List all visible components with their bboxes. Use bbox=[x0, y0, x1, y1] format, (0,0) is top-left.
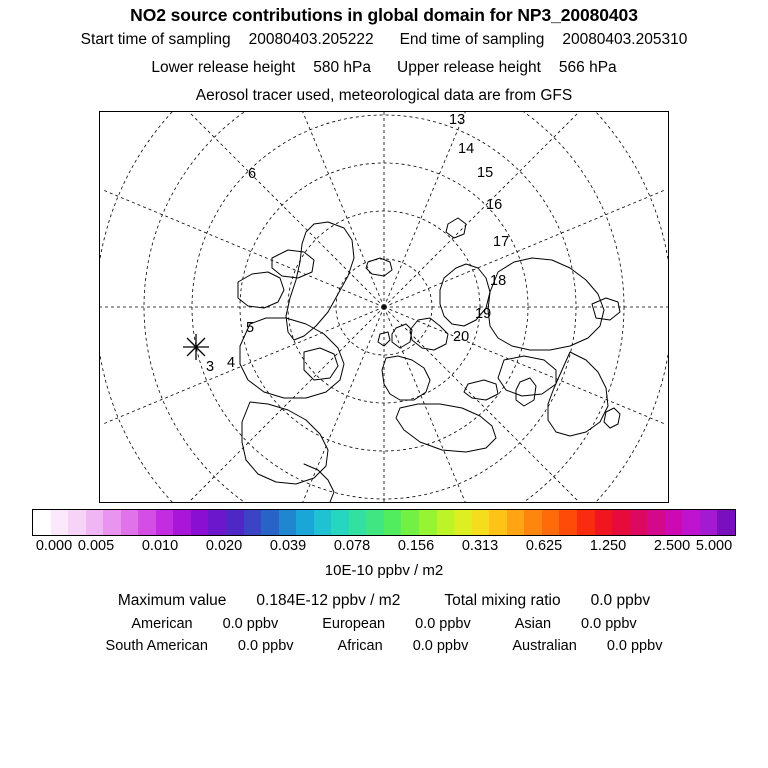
coastlines bbox=[238, 218, 620, 502]
trajectory-label: 6 bbox=[248, 166, 257, 182]
trajectory-label: 15 bbox=[477, 165, 494, 181]
colorbar-swatch bbox=[86, 510, 104, 535]
page-title: NO2 source contributions in global domain for NP3_20080403 bbox=[130, 5, 638, 25]
trajectory-label: 5 bbox=[246, 320, 255, 336]
colorbar-swatch bbox=[682, 510, 700, 535]
region-value-asian: 0.0 ppbv bbox=[581, 616, 637, 632]
colorbar-tick: 0.313 bbox=[461, 538, 499, 554]
colorbar-swatch bbox=[208, 510, 226, 535]
colorbar-swatch bbox=[138, 510, 156, 535]
max-value-value: 0.184E-12 ppbv / m2 bbox=[256, 592, 401, 609]
colorbar[interactable] bbox=[32, 509, 736, 536]
colorbar-swatch bbox=[33, 510, 51, 535]
colorbar-tick: 0.010 bbox=[141, 538, 179, 554]
region-value-south-american: 0.0 ppbv bbox=[237, 638, 294, 654]
total-mixing-ratio-label: Total mixing ratio bbox=[444, 592, 561, 609]
colorbar-tick: 0.039 bbox=[269, 538, 307, 554]
sampling-time-row bbox=[0, 31, 768, 49]
colorbar-swatch bbox=[244, 510, 262, 535]
colorbar-swatch bbox=[331, 510, 349, 535]
tracer-note-row bbox=[0, 87, 768, 105]
region-label-american: American bbox=[131, 616, 193, 632]
lower-release-value: 580 hPa bbox=[313, 59, 371, 76]
colorbar-swatch bbox=[279, 510, 297, 535]
region-value-european: 0.0 ppbv bbox=[415, 616, 471, 632]
colorbar-swatch bbox=[665, 510, 683, 535]
end-time-label: End time of sampling bbox=[399, 31, 545, 48]
lower-release-label: Lower release height bbox=[151, 59, 296, 76]
upper-release-label: Upper release height bbox=[397, 59, 541, 76]
colorbar-swatch bbox=[559, 510, 577, 535]
colorbar-swatch bbox=[419, 510, 437, 535]
region-label-south-american: South American bbox=[105, 638, 208, 654]
colorbar-swatch bbox=[507, 510, 525, 535]
stats-row-max bbox=[0, 592, 768, 610]
region-label-european: European bbox=[322, 616, 386, 632]
colorbar-unit-label: 10E-10 ppbv / m2 bbox=[324, 562, 444, 579]
colorbar-swatch bbox=[454, 510, 472, 535]
colorbar-swatch bbox=[51, 510, 69, 535]
colorbar-swatch bbox=[296, 510, 314, 535]
colorbar-tick: 0.625 bbox=[525, 538, 563, 554]
release-point-marker bbox=[183, 334, 209, 360]
polar-map bbox=[100, 112, 668, 502]
colorbar-swatch bbox=[472, 510, 490, 535]
trajectory-label: 13 bbox=[449, 112, 466, 128]
colorbar-swatch bbox=[349, 510, 367, 535]
trajectory-label: 20 bbox=[453, 329, 470, 345]
region-label-australian: Australian bbox=[512, 638, 577, 654]
region-value-australian: 0.0 ppbv bbox=[606, 638, 663, 654]
tracer-note: Aerosol tracer used, meteorological data are from GFS bbox=[195, 87, 573, 104]
colorbar-tick: 0.005 bbox=[77, 538, 115, 554]
colorbar-swatch bbox=[191, 510, 209, 535]
colorbar-swatch bbox=[314, 510, 332, 535]
start-time-value: 20080403.205222 bbox=[248, 31, 374, 48]
colorbar-swatch bbox=[261, 510, 279, 535]
colorbar-tick: 5.000 bbox=[695, 538, 733, 554]
release-height-row bbox=[0, 59, 768, 77]
upper-release-value: 566 hPa bbox=[558, 59, 617, 76]
colorbar-swatch bbox=[103, 510, 121, 535]
colorbar-swatch bbox=[173, 510, 191, 535]
stats-footer bbox=[0, 592, 768, 660]
colorbar-swatch bbox=[595, 510, 613, 535]
region-value-african: 0.0 ppbv bbox=[412, 638, 469, 654]
colorbar-swatch bbox=[489, 510, 507, 535]
start-time-label: Start time of sampling bbox=[80, 31, 231, 48]
trajectory-label: 4 bbox=[227, 355, 236, 371]
region-label-african: African bbox=[337, 638, 383, 654]
colorbar-swatch bbox=[68, 510, 86, 535]
colorbar-tick: 0.156 bbox=[397, 538, 435, 554]
stats-row-1 bbox=[0, 616, 768, 632]
colorbar-tick: 2.500 bbox=[653, 538, 691, 554]
colorbar-swatch bbox=[156, 510, 174, 535]
colorbar-swatch bbox=[524, 510, 542, 535]
colorbar-swatch bbox=[226, 510, 244, 535]
map-panel[interactable] bbox=[99, 111, 669, 503]
trajectory-label: 14 bbox=[458, 141, 475, 157]
colorbar-tick-labels bbox=[0, 538, 768, 554]
total-mixing-ratio-value: 0.0 ppbv bbox=[590, 592, 651, 609]
colorbar-swatch bbox=[542, 510, 560, 535]
colorbar-tick: 0.020 bbox=[205, 538, 243, 554]
colorbar-tick: 1.250 bbox=[589, 538, 627, 554]
colorbar-swatch bbox=[401, 510, 419, 535]
trajectory-label: 18 bbox=[490, 273, 507, 289]
colorbar-swatch bbox=[612, 510, 630, 535]
colorbar-tick: 0.000 bbox=[35, 538, 73, 554]
colorbar-tick: 0.078 bbox=[333, 538, 371, 554]
colorbar-swatch bbox=[717, 510, 735, 535]
max-value-label: Maximum value bbox=[117, 592, 227, 609]
trajectory-label: 16 bbox=[486, 197, 503, 213]
trajectory-label: 3 bbox=[206, 359, 215, 375]
stats-row-2 bbox=[0, 638, 768, 654]
colorbar-swatch bbox=[437, 510, 455, 535]
colorbar-swatch bbox=[577, 510, 595, 535]
colorbar-swatch bbox=[700, 510, 718, 535]
colorbar-swatch bbox=[630, 510, 648, 535]
region-label-asian: Asian bbox=[514, 616, 552, 632]
end-time-value: 20080403.205310 bbox=[562, 31, 688, 48]
colorbar-swatch bbox=[647, 510, 665, 535]
trajectory-label: 19 bbox=[475, 306, 492, 322]
region-value-american: 0.0 ppbv bbox=[222, 616, 279, 632]
colorbar-swatch bbox=[384, 510, 402, 535]
trajectory-label: 17 bbox=[493, 234, 510, 250]
longitude-lines bbox=[100, 112, 668, 502]
colorbar-swatch bbox=[366, 510, 384, 535]
colorbar-swatch bbox=[121, 510, 139, 535]
